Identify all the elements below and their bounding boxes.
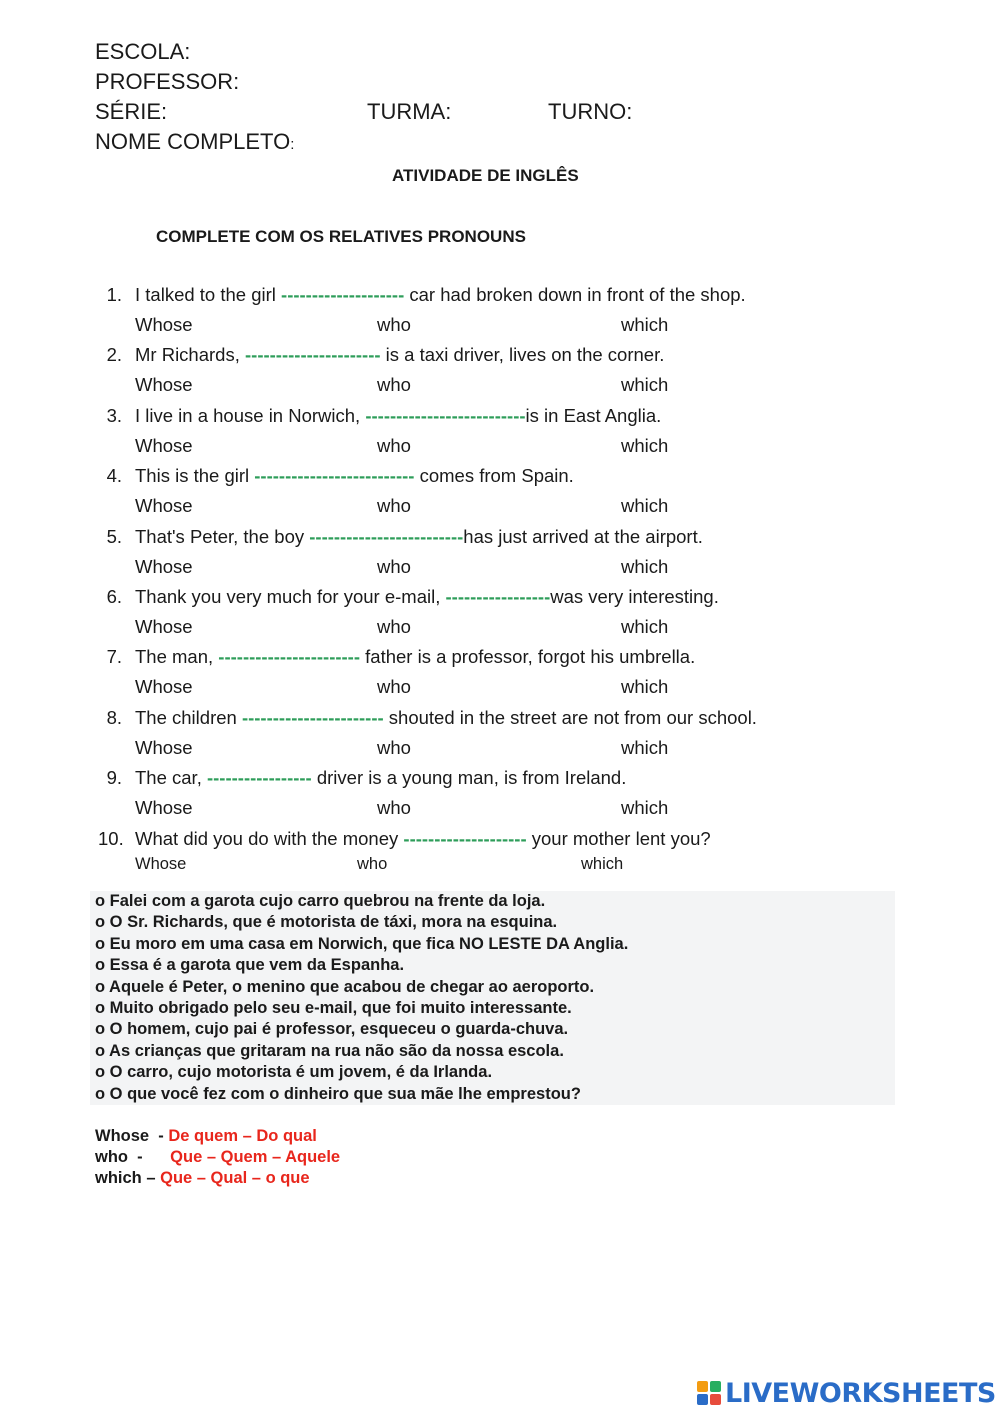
translation-line: o O homem, cujo pai é professor, esqueceu o guarda-chuva. (95, 1020, 569, 1039)
option-who[interactable]: who (377, 314, 411, 335)
answer-blank[interactable]: ----------------------- (241, 706, 384, 728)
option-whose[interactable]: Whose (135, 374, 193, 396)
sentence-end: has just arrived at the airport. (463, 525, 703, 547)
translation-box (90, 891, 895, 1105)
sentence-start: I live in a house in Norwich, (135, 404, 366, 426)
sentence-start: I talked to the girl (135, 284, 282, 305)
sentence-end: car had broken down in front of the shop. (404, 284, 746, 305)
answer-blank[interactable]: ----------------- (445, 586, 551, 607)
question-number: 8. (106, 706, 122, 728)
grade-label: SÉRIE: (95, 99, 168, 124)
question-number: 7. (106, 646, 122, 668)
option-which[interactable]: which (621, 797, 669, 819)
translation-line: o O carro, cujo motorista é um jovem, é da Irlanda. (95, 1063, 493, 1082)
question-sentence (135, 284, 746, 306)
question-sentence (135, 465, 574, 487)
answer-blank[interactable]: -------------------------- (365, 404, 526, 426)
option-which[interactable]: which (621, 495, 669, 517)
translation-line: o O Sr. Richards, que é motorista de táxi, mora na esquina. (95, 913, 558, 932)
option-which[interactable]: which (621, 736, 669, 758)
sentence-start: Thank you very much for your e-mail, (135, 586, 446, 607)
translation-line: o Muito obrigado pelo seu e-mail, que foi muito interessante. (95, 999, 572, 1018)
sentence-start: Mr Richards, (135, 344, 245, 366)
liveworksheets-logo (697, 1376, 996, 1410)
option-which[interactable]: which (581, 854, 624, 873)
option-who[interactable]: who (377, 736, 411, 758)
option-whose[interactable]: Whose (135, 676, 193, 698)
option-who[interactable]: who (377, 434, 411, 456)
sentence-end: father is a professor, forgot his umbrella. (360, 646, 696, 668)
teacher-label: PROFESSOR: (95, 69, 240, 94)
sentence-end: is in East Anglia. (525, 404, 662, 426)
full-name-label: NOME COMPLETO: (95, 129, 295, 154)
logo-text: LIVEWORKSHEETS (725, 1377, 996, 1409)
sentence-start: The car, (135, 767, 207, 789)
question-sentence (135, 405, 661, 427)
option-which[interactable]: which (621, 555, 669, 577)
option-whose[interactable]: Whose (135, 616, 193, 637)
option-whose[interactable]: Whose (135, 434, 193, 456)
sentence-start: The children (135, 706, 242, 728)
translation-line: o As crianças que gritaram na rua não são da nossa escola. (95, 1041, 564, 1060)
sentence-start: What did you do with the money (135, 827, 404, 849)
class-label: TURMA: (367, 99, 452, 124)
option-whose[interactable]: Whose (135, 314, 193, 335)
sentence-end: was very interesting. (550, 586, 719, 607)
school-label: ESCOLA: (95, 39, 191, 64)
question-number: 1. (106, 284, 122, 305)
activity-title: ATIVIDADE DE INGLÊS (392, 166, 579, 185)
sentence-start: This is the girl (135, 465, 255, 487)
logo-icon (697, 1381, 721, 1405)
question-sentence (135, 828, 711, 850)
question-number: 6. (106, 586, 122, 607)
question-number: 10. (98, 827, 124, 849)
answer-blank[interactable]: ----------------------- (218, 646, 360, 668)
option-whose[interactable]: Whose (135, 555, 193, 577)
question-sentence (135, 586, 719, 608)
sentence-end: your mother lent you? (526, 827, 711, 849)
sentence-end: driver is a young man, is from Ireland. (311, 767, 627, 789)
option-whose[interactable]: Whose (135, 854, 187, 873)
answer-blank[interactable]: ---------------------- (245, 344, 381, 366)
option-who[interactable]: who (377, 555, 411, 577)
question-sentence (135, 646, 695, 668)
option-which[interactable]: which (621, 314, 669, 335)
sentence-end: is a taxi driver, lives on the corner. (380, 344, 665, 366)
option-who[interactable]: who (377, 676, 411, 698)
shift-label: TURNO: (548, 99, 633, 124)
translation-line: o Falei com a garota cujo carro quebrou na frente da loja. (95, 892, 546, 910)
instruction-title: COMPLETE COM OS RELATIVES PRONOUNS (156, 227, 526, 246)
answer-blank[interactable]: -------------------- (281, 284, 405, 305)
translation-line: o Aquele é Peter, o menino que acabou de chegar ao aeroporto. (95, 977, 595, 996)
option-whose[interactable]: Whose (135, 495, 193, 517)
sentence-end: comes from Spain. (414, 465, 574, 487)
glossary-who: who - Que – Quem – Aquele (95, 1148, 341, 1166)
option-who[interactable]: who (377, 495, 411, 517)
question-sentence (135, 344, 664, 366)
translation-line: o Essa é a garota que vem da Espanha. (95, 956, 405, 975)
question-number: 5. (106, 525, 122, 547)
option-which[interactable]: which (621, 616, 669, 637)
translation-line: o O que você fez com o dinheiro que sua mãe lhe emprestou? (95, 1084, 581, 1103)
sentence-end: shouted in the street are not from our school. (383, 706, 757, 728)
answer-blank[interactable]: ----------------- (206, 767, 312, 789)
question-sentence (135, 526, 703, 548)
question-sentence (135, 767, 626, 789)
option-which[interactable]: which (621, 434, 669, 456)
option-which[interactable]: which (621, 374, 669, 396)
translation-line: o Eu moro em uma casa em Norwich, que fica NO LESTE DA Anglia. (95, 934, 629, 953)
answer-blank[interactable]: -------------------------- (254, 465, 415, 487)
option-which[interactable]: which (621, 676, 669, 698)
answer-blank[interactable]: -------------------- (403, 827, 527, 849)
question-number: 4. (106, 465, 122, 487)
sentence-start: That's Peter, the boy (135, 525, 310, 547)
glossary-which: which – Que – Qual – o que (95, 1169, 310, 1187)
question-number: 9. (106, 767, 122, 789)
sentence-start: The man, (135, 646, 219, 668)
question-sentence (135, 707, 757, 729)
glossary-whose: Whose - De quem – Do qual (95, 1127, 317, 1145)
option-whose[interactable]: Whose (135, 736, 193, 758)
option-who[interactable]: who (377, 797, 411, 819)
option-who[interactable]: who (357, 854, 388, 873)
option-whose[interactable]: Whose (135, 797, 193, 819)
question-number: 2. (106, 344, 122, 366)
answer-blank[interactable]: ------------------------- (309, 525, 464, 547)
question-number: 3. (106, 404, 122, 426)
option-who[interactable]: who (377, 374, 411, 396)
option-who[interactable]: who (377, 616, 411, 637)
